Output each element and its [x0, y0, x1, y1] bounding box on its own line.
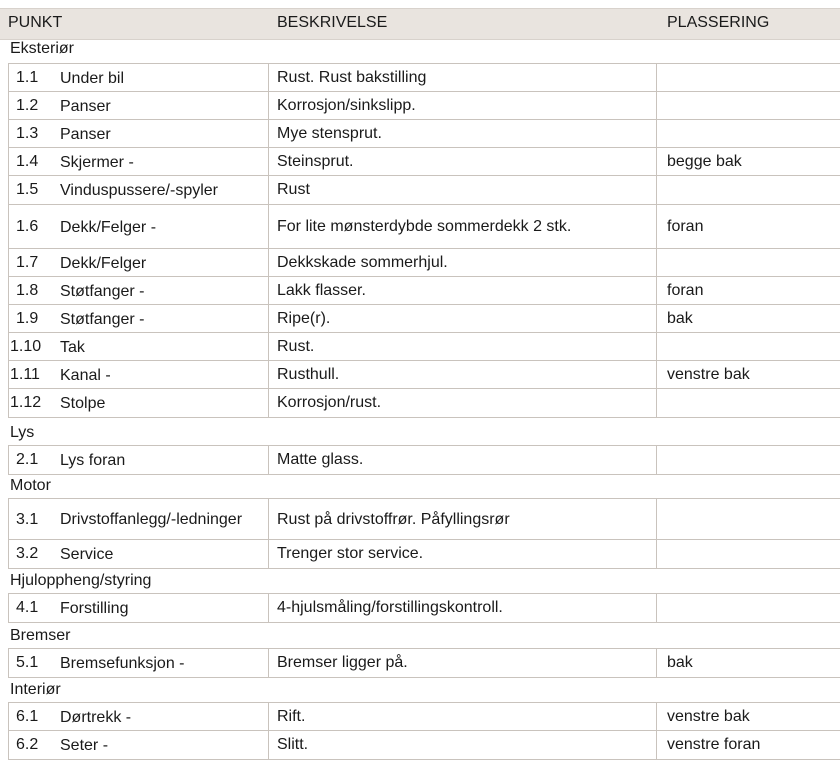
column-divider: [268, 120, 269, 148]
column-divider: [8, 249, 9, 277]
item-description: Slitt.: [277, 736, 309, 753]
column-divider: [8, 176, 9, 204]
column-divider: [8, 333, 9, 361]
table-row: [8, 498, 840, 540]
table-row: [8, 175, 840, 204]
section-title: Bremser: [10, 627, 71, 644]
item-description: Rust.: [277, 338, 315, 355]
column-divider: [8, 64, 9, 92]
item-description: Rust på drivstoffrør. Påfyllingsrør: [277, 510, 510, 528]
section-title: Lys: [10, 424, 35, 441]
item-name: Tak: [60, 338, 85, 356]
section-title: Motor: [10, 477, 51, 494]
item-name: Dekk/Felger: [60, 254, 147, 272]
item-name: Stolpe: [60, 394, 106, 412]
column-divider: [656, 499, 657, 540]
item-number: 1.8: [16, 282, 39, 299]
column-divider: [8, 92, 9, 120]
item-description: Rust. Rust bakstilling: [277, 69, 427, 86]
column-divider: [268, 594, 269, 622]
table-row: [8, 276, 840, 305]
table-row: [8, 91, 840, 120]
column-divider: [268, 499, 269, 540]
item-name: Drivstoffanlegg/-ledninger: [60, 511, 243, 528]
item-location: begge bak: [667, 153, 742, 170]
column-divider: [656, 305, 657, 333]
table-row: [8, 304, 840, 333]
item-description: Dekkskade sommerhjul.: [277, 254, 448, 271]
table-row: [8, 63, 840, 92]
item-description: 4-hjulsmåling/forstillingskontroll.: [277, 599, 503, 616]
table-row: [8, 648, 840, 678]
column-divider: [268, 277, 269, 305]
column-divider: [656, 277, 657, 305]
item-description: Korrosjon/sinkslipp.: [277, 97, 416, 114]
table-row: [8, 332, 840, 361]
column-divider: [8, 148, 9, 176]
item-name: Panser: [60, 97, 111, 115]
column-divider: [656, 176, 657, 204]
item-number: 1.7: [16, 254, 39, 271]
column-divider: [8, 649, 9, 677]
header-plassering: PLASSERING: [667, 14, 770, 31]
column-divider: [268, 731, 269, 759]
item-name: Under bil: [60, 69, 125, 87]
item-number: 1.12: [10, 394, 42, 411]
column-divider: [8, 703, 9, 731]
item-name: Støtfanger -: [60, 282, 145, 300]
column-divider: [656, 333, 657, 361]
table-row: [8, 248, 840, 277]
column-divider: [268, 205, 269, 249]
item-number: 3.1: [16, 510, 39, 528]
column-divider: [8, 731, 9, 759]
table-row: [8, 388, 840, 418]
header-beskrivelse: BESKRIVELSE: [277, 14, 388, 31]
column-divider: [656, 446, 657, 474]
column-divider: [656, 361, 657, 389]
item-name: Forstilling: [60, 599, 129, 617]
column-divider: [268, 389, 269, 417]
column-divider: [8, 120, 9, 148]
section-title: Hjuloppheng/styring: [10, 572, 152, 589]
table-header: [0, 8, 840, 40]
table-row: [8, 119, 840, 148]
item-description: Ripe(r).: [277, 310, 331, 327]
table-row: [8, 702, 840, 731]
item-description: Steinsprut.: [277, 153, 354, 170]
item-name: Dekk/Felger -: [60, 218, 157, 236]
column-divider: [656, 205, 657, 249]
table-row: [8, 730, 840, 760]
item-number: 1.1: [16, 69, 39, 86]
item-name: Panser: [60, 125, 111, 143]
item-location: foran: [667, 218, 704, 235]
table-row: [8, 593, 840, 623]
column-divider: [8, 499, 9, 540]
item-number: 1.10: [10, 338, 42, 355]
item-number: 6.1: [16, 708, 39, 725]
table-row: [8, 539, 840, 569]
item-name: Seter -: [60, 736, 109, 754]
item-location: foran: [667, 282, 704, 299]
item-number: 1.3: [16, 125, 39, 142]
item-name: Vinduspussere/-spyler: [60, 181, 219, 199]
column-divider: [8, 446, 9, 474]
column-divider: [268, 649, 269, 677]
column-divider: [268, 333, 269, 361]
column-divider: [268, 176, 269, 204]
column-divider: [656, 594, 657, 622]
item-number: 1.5: [16, 181, 39, 198]
item-description: Matte glass.: [277, 451, 364, 468]
item-description: For lite mønsterdybde sommerdekk 2 stk.: [277, 218, 572, 235]
column-divider: [8, 389, 9, 417]
item-location: bak: [667, 654, 693, 671]
item-name: Dørtrekk -: [60, 708, 132, 726]
column-divider: [656, 92, 657, 120]
column-divider: [656, 64, 657, 92]
item-number: 1.4: [16, 153, 39, 170]
column-divider: [268, 92, 269, 120]
column-divider: [268, 703, 269, 731]
item-number: 5.1: [16, 654, 39, 671]
item-name: Service: [60, 545, 114, 563]
item-name: Lys foran: [60, 451, 126, 469]
column-divider: [656, 249, 657, 277]
item-description: Mye stensprut.: [277, 125, 382, 142]
item-number: 1.9: [16, 310, 39, 327]
column-divider: [656, 540, 657, 568]
item-description: Bremser ligger på.: [277, 654, 408, 671]
section-title: Interiør: [10, 681, 61, 698]
column-divider: [656, 703, 657, 731]
column-divider: [656, 389, 657, 417]
column-divider: [268, 361, 269, 389]
column-divider: [8, 361, 9, 389]
item-location: venstre foran: [667, 736, 761, 753]
item-description: Rust: [277, 181, 310, 198]
column-divider: [8, 305, 9, 333]
column-divider: [656, 731, 657, 759]
table-row: [8, 147, 840, 176]
column-divider: [268, 305, 269, 333]
item-description: Korrosjon/rust.: [277, 394, 382, 411]
column-divider: [656, 649, 657, 677]
item-name: Kanal -: [60, 366, 111, 384]
column-divider: [8, 540, 9, 568]
column-divider: [268, 148, 269, 176]
column-divider: [8, 277, 9, 305]
item-number: 3.2: [16, 545, 39, 562]
column-divider: [8, 594, 9, 622]
item-number: 2.1: [16, 451, 39, 468]
table-row: [8, 445, 840, 475]
item-name: Støtfanger -: [60, 310, 145, 328]
item-number: 6.2: [16, 736, 39, 753]
column-divider: [268, 540, 269, 568]
item-number: 1.6: [16, 218, 39, 235]
column-divider: [656, 148, 657, 176]
column-divider: [268, 64, 269, 92]
item-location: bak: [667, 310, 693, 327]
item-location: venstre bak: [667, 708, 750, 725]
section-title: Eksteriør: [10, 40, 74, 57]
table-row: [8, 204, 840, 249]
item-number: 4.1: [16, 599, 39, 616]
item-description: Trenger stor service.: [277, 545, 424, 562]
column-divider: [268, 446, 269, 474]
item-description: Rusthull.: [277, 366, 340, 383]
column-divider: [8, 205, 9, 249]
item-name: Bremsefunksjon -: [60, 654, 185, 672]
item-number: 1.11: [10, 366, 40, 383]
item-location: venstre bak: [667, 366, 750, 383]
item-name: Skjermer -: [60, 153, 134, 171]
item-number: 1.2: [16, 97, 39, 114]
item-description: Rift.: [277, 708, 306, 725]
table-row: [8, 360, 840, 389]
column-divider: [268, 249, 269, 277]
item-description: Lakk flasser.: [277, 282, 366, 299]
header-punkt: PUNKT: [8, 14, 63, 31]
column-divider: [656, 120, 657, 148]
